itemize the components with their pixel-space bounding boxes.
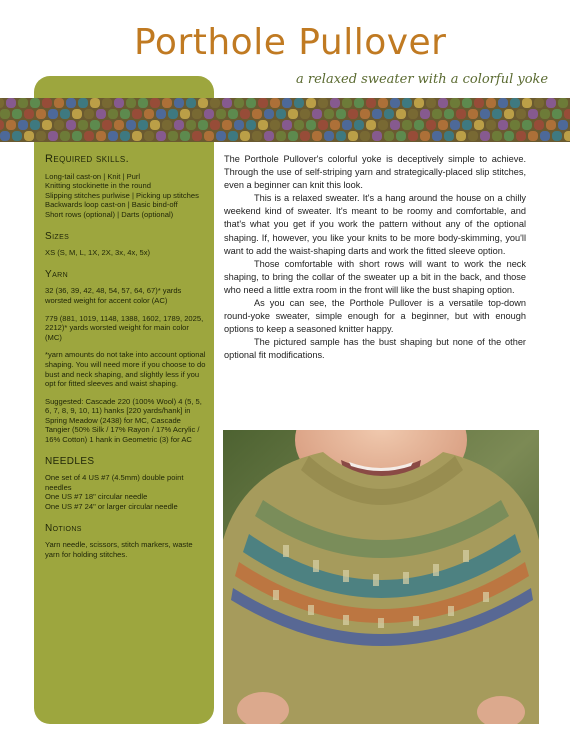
needles-list [45,473,207,511]
yarn-paragraph: 779 (881, 1019, 1148, 1388, 1602, 1789, 2025, 2212)* yards worsted weight for main color (MC) [45,313,204,342]
skill-line: Long-tail cast-on | Knit | Purl [45,171,141,181]
sizes-text: XS (S, M, L, 1X, 2X, 3x, 4x, 5x) [45,248,151,258]
yarn-details [45,286,207,444]
skill-line: Backwards loop cast-on | Basic bind-off [45,200,178,210]
required-skills-list [45,172,207,220]
description-paragraph: The Porthole Pullover's colorful yoke is deceptively simple to achieve. Through the use of self-striping yarn and strategically-placed slip stitches, even a beginner can knit this look. [224,154,526,191]
needle-line: One US #7 18" circular needle [45,492,148,502]
sidebar-content [45,155,207,571]
page-subtitle: a relaxed sweater with a colorful yoke [296,72,549,87]
sweater-photo [223,430,539,724]
yarn-paragraph: *yarn amounts do not take into account optional shaping. You will need more if you choose to do bust and neck shaping, and slightly less if you opt for fitted sleeves and waist shaping. [45,350,206,389]
notions-heading: Notions [45,522,82,534]
description-paragraph: The pictured sample has the bust shaping but none of the other optional fit modifications. [224,337,526,361]
page-title: Porthole Pullover [134,22,447,63]
description-paragraph: Those comfortable with short rows will want to work the neck shaping, to bring the collar of the sweater up a bit in the back, and those who need a little extra room in the front will like the bust shaping option. [224,258,526,295]
required-skills-heading: Required skills. [45,153,130,165]
yarn-paragraph: Suggested: Cascade 220 (100% Wool) 4 (5, 5, 6, 7, 8, 9, 10, 11) hanks [220 yards/hank] in Spring Meadow (2438) for MC, Cascade Tangier (50% Silk / 17% Rayon / 17% Acrylic / 16% Cotton) 1 hank in Geometric (3) for AC [45,396,202,445]
skill-line: Short rows (optional) | Darts (optional) [45,209,174,219]
skill-line: Slipping stitches purlwise | Picking up stitches [45,190,199,200]
needle-line: One US #7 24" or larger circular needle [45,502,178,512]
notions-text: Yarn needle, scissors, stitch markers, waste yarn for holding stitches. [45,540,193,559]
pattern-description [224,153,526,363]
knit-texture-band [0,98,570,142]
needles-heading: NEEDLES [45,455,95,467]
skill-line: Knitting stockinette in the round [45,181,151,191]
needle-line: One set of 4 US #7 (4.5mm) double point needles [45,473,184,492]
yarn-heading: Yarn [45,268,69,280]
description-paragraph: As you can see, the Porthole Pullover is a versatile top-down round-yoke sweater, simple enough for a beginner, but with enough options to keep a seasoned knitter happy. [224,298,526,335]
yarn-paragraph: 32 (36, 39, 42, 48, 54, 57, 64, 67)* yards worsted weight for accent color (AC) [45,286,182,305]
description-paragraph: This is a relaxed sweater. It's a hang around the house on a chilly weekend kind of sweater. It's meant to be roomy and comfortable, and that's what you get if you work the pattern without any of the optional shaping. If, however, you like your knits to be more body-skimming, you'll want to add the waist-shaping darts and work the fitted sleeve option. [224,193,526,256]
sizes-heading: Sizes [45,230,70,242]
